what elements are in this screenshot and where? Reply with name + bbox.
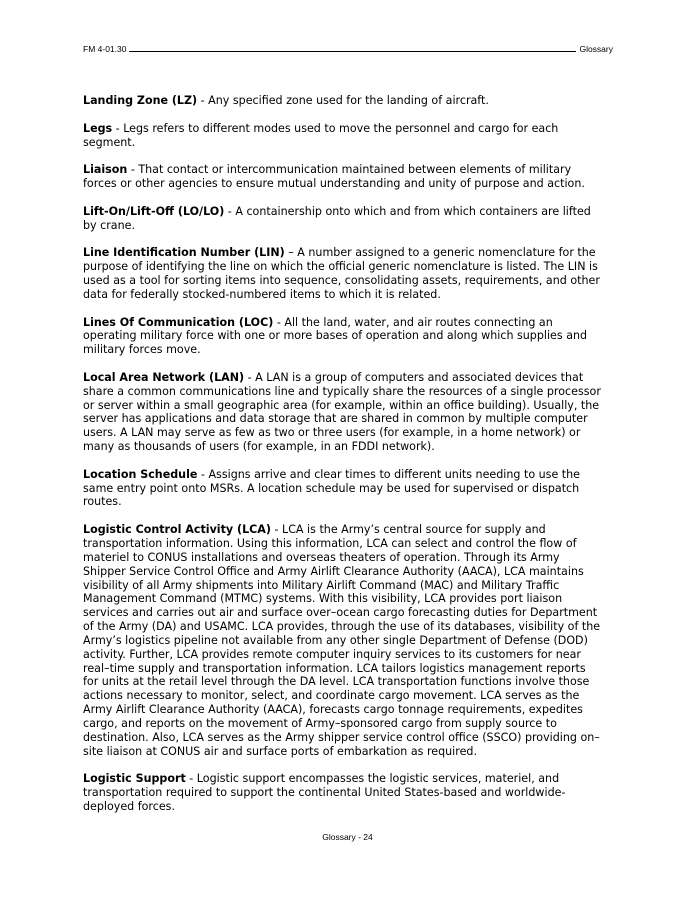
glossary-term: Liaison xyxy=(83,163,128,177)
glossary-definition: - That contact or intercommunication maintained between elements of military forces or other agencies to ensure mutual understanding and unity of purpose and action. xyxy=(83,163,585,191)
glossary-term: Line Identification Number (LIN) xyxy=(83,246,285,260)
glossary-term: Logistic Control Activity (LCA) xyxy=(83,523,271,537)
glossary-entry-location-schedule xyxy=(83,468,603,510)
glossary-definition: - All the land, water, and air routes connecting an operating military force with one or more bases of operation and along which supplies and military forces move. xyxy=(83,315,588,357)
glossary-definition: - Logistic support encompasses the logistic services, materiel, and transportation required to support the continental United States-based and worldwide-deployed forces. xyxy=(83,772,566,814)
running-header xyxy=(83,40,613,54)
glossary-entry-liaison xyxy=(83,163,603,191)
page-footer xyxy=(0,832,695,842)
glossary-entry-legs xyxy=(83,122,603,150)
glossary-entry-lift-on-lift-off xyxy=(83,205,603,233)
glossary-term: Logistic Support xyxy=(83,772,186,786)
glossary-term: Local Area Network (LAN) xyxy=(83,370,245,384)
glossary-entry-landing-zone xyxy=(83,94,603,108)
glossary-entry-local-area-network xyxy=(83,371,603,454)
glossary-term: Legs xyxy=(83,121,113,135)
glossary-entry-lines-of-communication xyxy=(83,316,603,358)
page-number: Glossary - 24 xyxy=(322,832,373,842)
glossary-definition: - Legs refers to different modes used to move the personnel and cargo for each segment. xyxy=(83,121,559,149)
glossary-definition: – A number assigned to a generic nomenclature for the purpose of identifying the line on which the official generic nomenclature is listed. The LIN is used as a tool for sorting items into sequence, consolidating assets, requirements, and other data for federally stocked-numbered items to which it is related. xyxy=(83,246,600,301)
glossary-definition: - LCA is the Army’s central source for supply and transportation information. Using this information, LCA can select and control the flow of materiel to CONUS installations and overseas theaters of operation. Through its Army Shipper Service Control Office and Army Airlift Clearance Authority (AACA), LCA maintains visibility of all Army shipments into Military Airlift Command (MAC) and Military Traffic Management Command (MTMC) systems. With this visibility, LCA provides port liaison services and carries out air and surface over–ocean cargo forecasting duties for Department of the Army (DA) and USAMC. LCA provides, through the use of its databases, visibility of the Army’s logistics pipeline not available from any other single Department of Defense (DOD) activity. Further, LCA provides remote computer inquiry services to its customers for near real–time supply and transportation information. LCA tailors logistics management reports for units at the retail level through the DA level. LCA transportation functions involve those actions necessary to monitor, select, and coordinate cargo movement. LCA serves as the Army Airlift Clearance Authority (AACA), forecasts cargo tonnage requirements, expedites cargo, and reports on the movement of Army–sponsored cargo from supply source to destination. Also, LCA serves as the Army shipper service control office (SSCO) providing on–site liaison at CONUS air and surface ports of embarkation as required. xyxy=(83,523,601,758)
document-id: FM 4-01.30 xyxy=(83,44,127,54)
glossary-term: Location Schedule xyxy=(83,467,198,481)
header-rule xyxy=(129,51,576,52)
glossary-term: Lines Of Communication (LOC) xyxy=(83,315,274,329)
glossary-definition: - Any specified zone used for the landing of aircraft. xyxy=(197,94,489,107)
glossary-term: Lift-On/Lift-Off (LO/LO) xyxy=(83,204,225,218)
glossary-entry-logistic-support xyxy=(83,772,603,814)
section-title: Glossary xyxy=(579,44,613,54)
glossary-term: Landing Zone (LZ) xyxy=(83,94,198,107)
glossary-entries xyxy=(83,94,603,828)
glossary-entry-line-identification-number xyxy=(83,246,603,301)
glossary-definition: - Assigns arrive and clear times to different units needing to use the same entry point onto MSRs. A location schedule may be used for supervised or dispatch routes. xyxy=(83,467,580,509)
glossary-definition: - A LAN is a group of computers and associated devices that share a common communications line and typically share the resources of a single processor or server within a small geographic area (for example, within an office building). Usually, the server has applications and data storage that are shared in common by multiple computer users. A LAN may serve as few as two or three users (for example, in a home network) or many as thousands of users (for example, in an FDDI network). xyxy=(83,370,601,454)
glossary-definition: - A containership onto which and from which containers are lifted by crane. xyxy=(83,204,591,232)
glossary-entry-logistic-control-activity xyxy=(83,523,603,758)
